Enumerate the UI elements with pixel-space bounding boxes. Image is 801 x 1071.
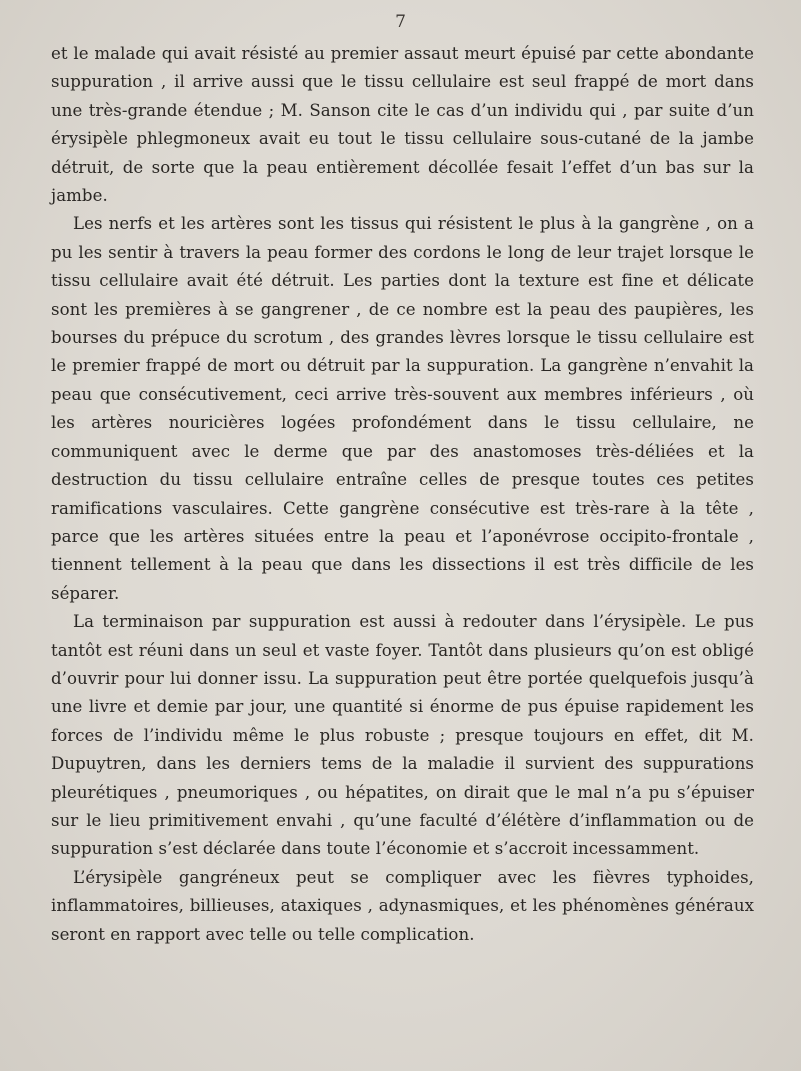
- paragraph-2: Les nerfs et les artères sont les tissus qui résistent le plus à la gangrène , on a pu les sentir à travers la peau former des cordons le long de leur trajet lorsque le tissu cellulaire avait été détruit. Les parties dont la texture est fine et délicate sont les premières à se gangrener , de ce nombre est la peau des paupières, les bourses du prépuce du scrotum , des grandes lèvres lorsque le tissu cellulaire est le premier frappé de mort ou détruit par la suppuration. La gangrène n’envahit la peau que consécutivement, ceci arrive très-souvent aux membres inférieurs , où les artères nouricières logées profondément dans le tissu cellulaire, ne communiquent avec le derme que par des anastomoses très-déliées et la destruction du tissu cellulaire entraîne celles de presque toutes ces petites ramifications vasculaires. Cette gangrène consécutive est très-rare à la tête , parce que les artères situées entre la peau et l’aponévrose occipito-frontale , tiennent tellement à la peau que dans les dissections il est très difficile de les séparer.: [51, 214, 754, 603]
- paragraph-4: L’érysipèle gangréneux peut se compliquer avec les fièvres typhoides, inflammatoires, billieuses, ataxiques , adynasmiques, et les phénomènes généraux seront en rapport avec telle ou telle complication.: [51, 867, 754, 944]
- paragraph-3: La terminaison par suppuration est aussi à redouter dans l’érysipèle. Le pus tantôt est réuni dans un seul et vaste foyer. Tantôt dans plusieurs qu’on est obligé d’ouvrir pour lui donner issu. La suppuration peut être portée quelquefois jusqu’à une livre et demie par jour, une quantité si énorme de pus épuise rapidement les forces de l’individu même le plus robuste ; presque toujours en effet, dit M. Dupuytren, dans les derniers tems de la maladie il survient des suppurations pleurétiques , pneumoriques , ou hépatites, on dirait que le mal n’a pu s’épuiser sur le lieu primitivement envahi , qu’une faculté d’élétère d’inflammation ou de suppuration s’est déclarée dans toute l’économie et s’accroit incessamment.: [51, 612, 754, 859]
- page-number: 7: [395, 12, 406, 32]
- body-text: [51, 40, 754, 949]
- paragraph-1: et le malade qui avait résisté au premier assaut meurt épuisé par cette abondante suppuration , il arrive aussi que le tissu cellulaire est seul frappé de mort dans une très-grande étendue ; M. Sanson cite le cas d’un individu qui , par suite d’un érysipèle phlegmoneux avait eu tout le tissu cellulaire sous-cutané de la jambe détruit, de sorte que la peau entièrement décollée fesait l’effet d’un bas sur la jambe.: [51, 44, 754, 206]
